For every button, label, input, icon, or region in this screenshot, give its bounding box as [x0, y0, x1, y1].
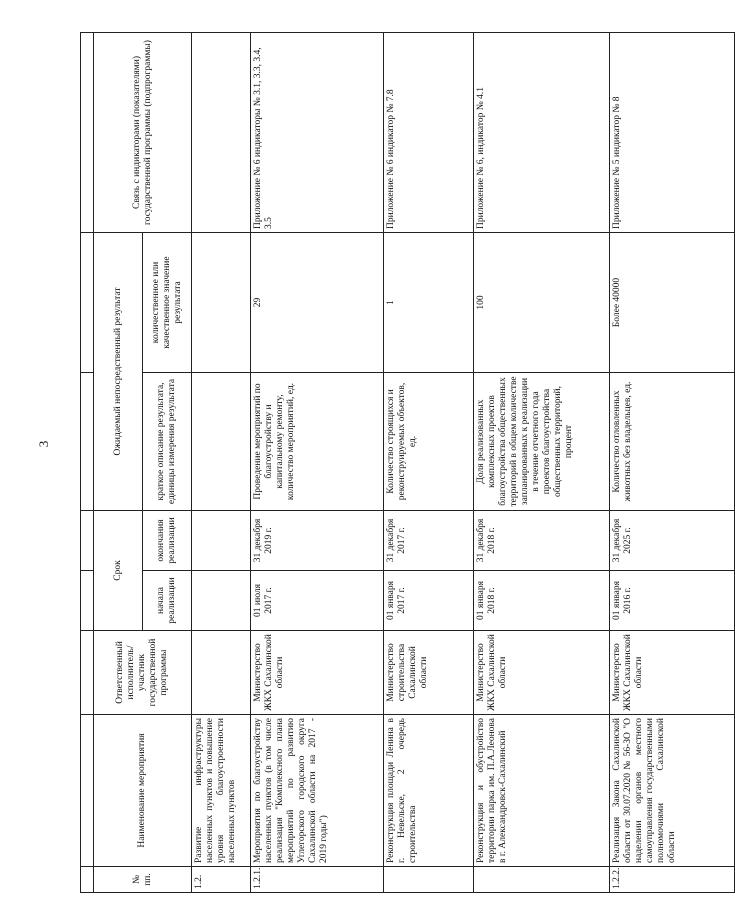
row-result-value: 29: [251, 233, 384, 373]
row-indicators: Приложение № 5 индикатор № 8: [610, 33, 735, 233]
measures-table: [80, 32, 735, 893]
page-number: 3: [36, 440, 51, 448]
row-num: [384, 867, 474, 893]
row-name: Реконструкция и обустройство территории парка им. П.А.Леонова в г. Александровск-Сахалинский: [474, 715, 610, 867]
header-indicators: Связь с индикаторами (показателями) государственной программы (подпрограммы): [94, 33, 192, 233]
row-name: Развитие инфраструктуры населенных пунктов и повышение уровня благоустроенности населенных пунктов: [192, 715, 251, 867]
header-row-1: [94, 33, 143, 893]
row-num: 1.2.: [192, 867, 251, 893]
row-name: Реконструкция площади Ленина в г. Невельске, 2 очередь строительства: [384, 715, 474, 867]
row-result-value: 100: [474, 233, 610, 373]
row-num: 1.2.2.: [610, 867, 735, 893]
row-indicators: Приложение № 6 индикатор № 7.8: [384, 33, 474, 233]
row-result-value: 1: [384, 233, 474, 373]
table-row: [610, 33, 735, 893]
row-end: 31 декабря 2019 г.: [251, 511, 384, 571]
header-result-value: количественное или качественное значение результата: [143, 233, 192, 373]
row-result-desc: [192, 373, 251, 511]
row-name: Реализация Закона Сахалинской области от 30.07.2020 № 56-ЗО "О наделении органов местного самоуправления государственными полномочиями Сахалинской области: [610, 715, 735, 867]
table-top-strip: [81, 33, 94, 893]
row-indicators: Приложение № 6, индикатор № 4.1: [474, 33, 610, 233]
row-responsible: Министерство ЖКХ Сахалинской области: [251, 631, 384, 715]
measures-table-sheet: [80, 33, 677, 893]
row-result-desc: Проведение мероприятий по благоустройству и капитальному ремонту, количество мероприятий, ед.: [251, 373, 384, 511]
header-term: Срок: [94, 511, 143, 631]
row-name: Мероприятия по благоустройству населенных пунктов (в том числе реализация "Комплексного плана мероприятий по развитию Углегорского городского округа Сахалинской области на 2017 - 2019 годы"): [251, 715, 384, 867]
row-end: 31 декабря 2025 г.: [610, 511, 735, 571]
header-result: Ожидаемый непосредственный результат: [94, 233, 143, 511]
row-result-value: Более 40000: [610, 233, 735, 373]
row-end: 31 декабря 2017 г.: [384, 511, 474, 571]
header-responsible: Ответственный исполнитель/участник государственной программы: [94, 631, 192, 715]
row-end: [192, 511, 251, 571]
row-start: 01 января 2016 г.: [610, 571, 735, 631]
row-num: [474, 867, 610, 893]
header-num: № пп.: [94, 867, 192, 893]
row-responsible: Министерство ЖКХ Сахалинской области: [610, 631, 735, 715]
header-result-desc: краткое описание результата, единицы измерения результата: [143, 373, 192, 511]
table-row: [474, 33, 610, 893]
row-start: 01 января 2018 г.: [474, 571, 610, 631]
header-start: начала реализации: [143, 571, 192, 631]
row-start: [192, 571, 251, 631]
table-row: [192, 33, 251, 893]
row-start: 01 января 2017 г.: [384, 571, 474, 631]
row-num: 1.2.1.: [251, 867, 384, 893]
row-responsible: Министерство строительства Сахалинской области: [384, 631, 474, 715]
table-row: [251, 33, 384, 893]
row-end: 31 декабря 2018 г.: [474, 511, 610, 571]
row-indicators: [192, 33, 251, 233]
row-result-desc: Количество строящихся и реконструируемых объектов, ед.: [384, 373, 474, 511]
row-responsible: [192, 631, 251, 715]
row-result-desc: Доля реализованных комплексных проектов благоустройства общественных территорий в общем количестве запланированных к реализации в течение отчетного года проектов благоустройства общественных территорий, процент: [474, 373, 610, 511]
row-result-value: [192, 233, 251, 373]
header-name: Наименование мероприятия: [94, 715, 192, 867]
row-start: 01 июля 2017 г.: [251, 571, 384, 631]
table-row: [384, 33, 474, 893]
row-result-desc: Количество отловленных животных без владельцев, ед.: [610, 373, 735, 511]
header-end: окончания реализации: [143, 511, 192, 571]
row-indicators: Приложение № 6 индикаторы № 3.1, 3.3, 3.4, 3.5: [251, 33, 384, 233]
row-responsible: Министерство ЖКХ Сахалинской области: [474, 631, 610, 715]
